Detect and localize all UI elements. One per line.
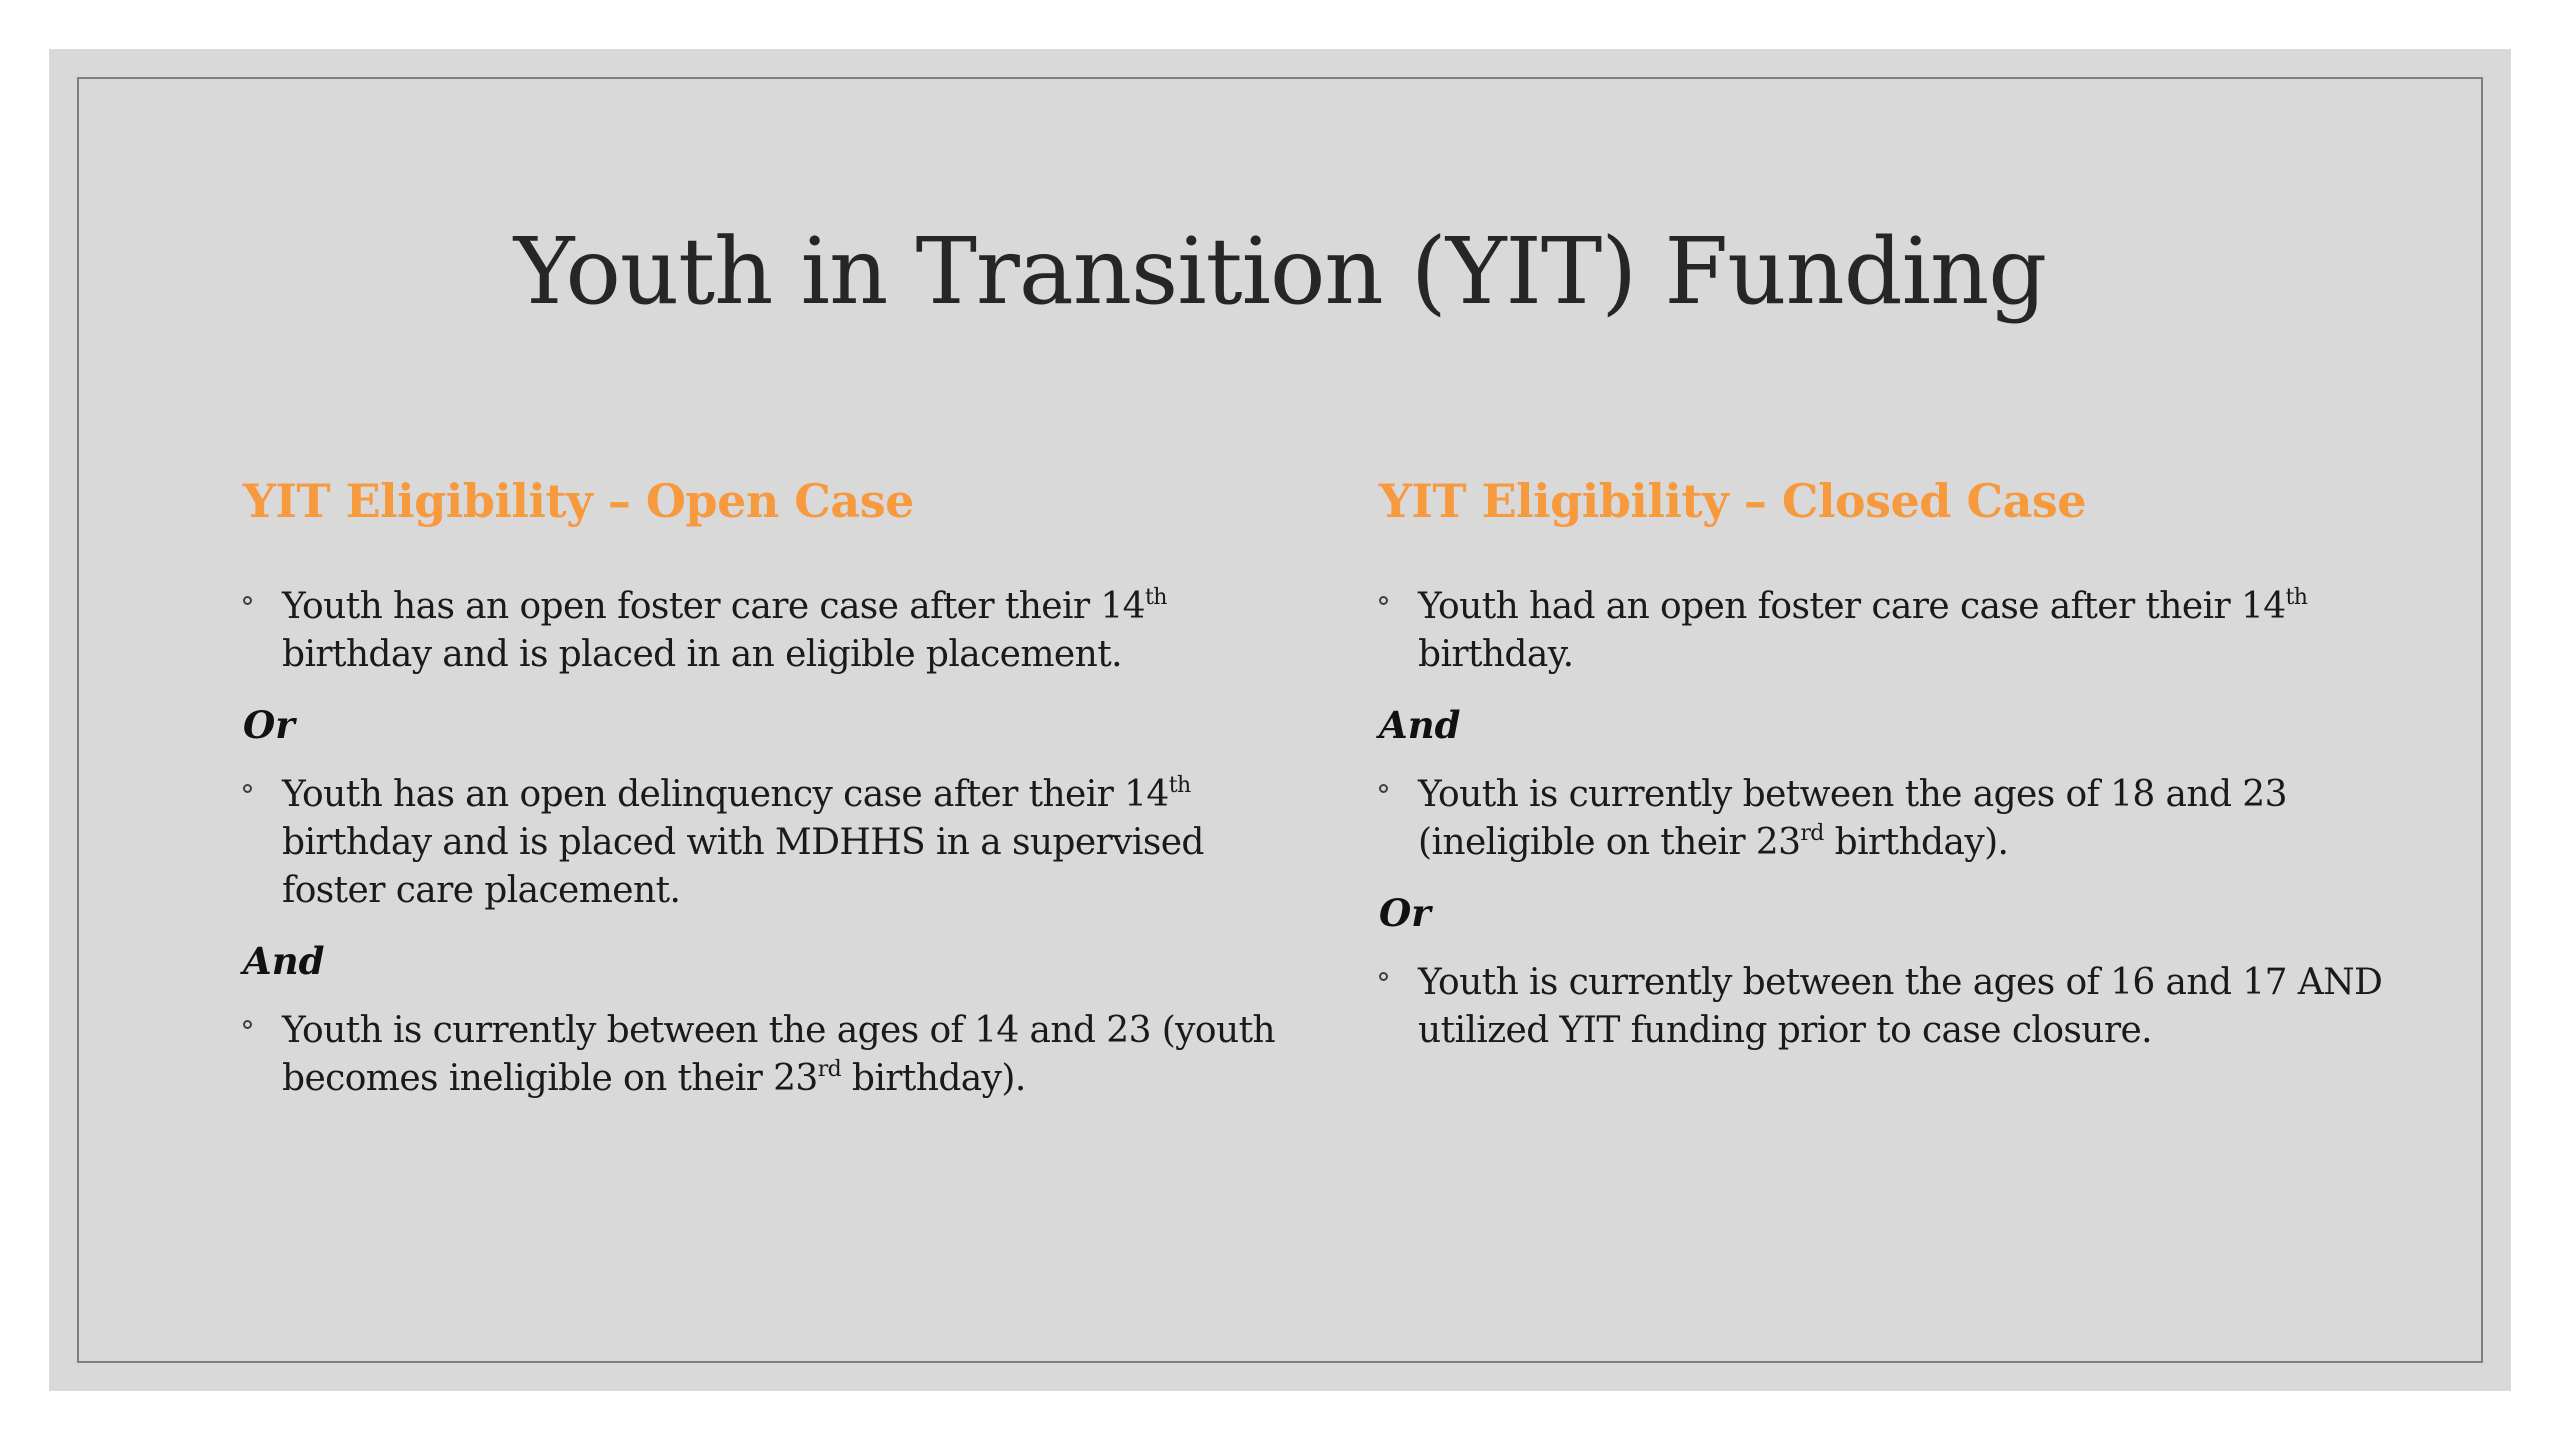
closed-case-item-2: Youth is currently between the ages of 18 and 23 (ineligible on their 23rd birthday). bbox=[1379, 771, 2419, 867]
slide bbox=[49, 49, 2511, 1391]
slide-title: Youth in Transition (YIT) Funding bbox=[513, 218, 2047, 325]
bullet-icon bbox=[1379, 972, 1388, 981]
open-case-connector-or: Or bbox=[243, 703, 295, 748]
bullet-icon bbox=[243, 784, 252, 793]
bullet-icon bbox=[243, 1020, 252, 1029]
closed-case-heading: YIT Eligibility – Closed Case bbox=[1379, 474, 2087, 528]
bullet-icon bbox=[1379, 784, 1388, 793]
open-case-column bbox=[243, 474, 1283, 1125]
open-case-item-1: Youth has an open foster care case after their 14th birthday and is placed in an eligible placement. bbox=[243, 583, 1283, 679]
closed-case-connector-or: Or bbox=[1379, 891, 1431, 936]
open-case-connector-and: And bbox=[243, 939, 325, 984]
open-case-item-3: Youth is currently between the ages of 14 and 23 (youth becomes ineligible on their 23rd birthday). bbox=[243, 1007, 1283, 1103]
bullet-icon bbox=[243, 596, 252, 605]
open-case-heading: YIT Eligibility – Open Case bbox=[243, 474, 914, 528]
closed-case-item-1: Youth had an open foster care case after their 14th birthday. bbox=[1379, 583, 2419, 679]
closed-case-item-3: Youth is currently between the ages of 16 and 17 AND utilized YIT funding prior to case closure. bbox=[1379, 959, 2419, 1055]
closed-case-connector-and: And bbox=[1379, 703, 1461, 748]
open-case-item-2: Youth has an open delinquency case after their 14th birthday and is placed with MDHHS in a supervised foster care placement. bbox=[243, 771, 1283, 915]
bullet-icon bbox=[1379, 596, 1388, 605]
closed-case-column bbox=[1379, 474, 2419, 1077]
